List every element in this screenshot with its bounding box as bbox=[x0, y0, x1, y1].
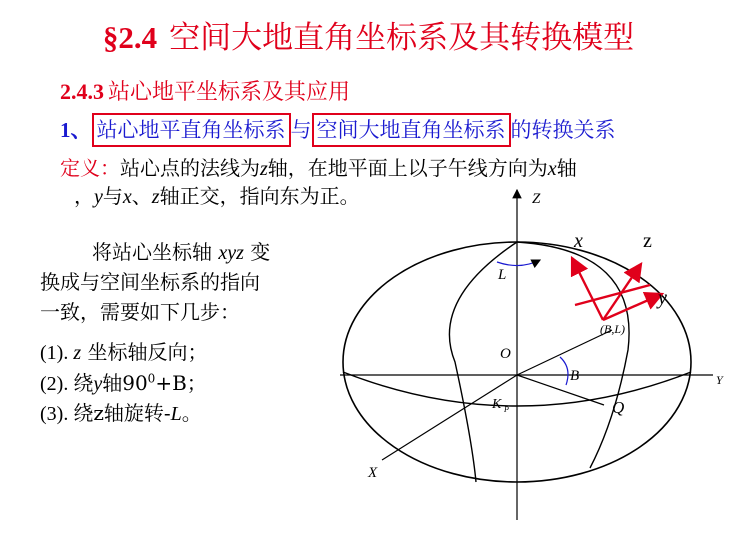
def-text-3: 轴 bbox=[556, 156, 577, 180]
heading-tail: 的转换关系 bbox=[510, 118, 616, 142]
step-2-tail: +B； bbox=[155, 371, 207, 395]
def-text-1: 站心点的法线为 bbox=[120, 156, 260, 180]
para-var-xyz: xyz bbox=[218, 242, 244, 264]
step-2-text: 轴90 bbox=[102, 371, 148, 395]
step-3-pre: 绕z轴旋转- bbox=[73, 401, 171, 425]
def-text-4: 与 bbox=[102, 184, 123, 208]
def-var-x2: x bbox=[122, 186, 132, 208]
step-2-sup: 0 bbox=[147, 371, 156, 386]
normal-line bbox=[517, 330, 612, 375]
meridian-right bbox=[517, 242, 629, 468]
label-P: P bbox=[504, 405, 509, 414]
meridian-left bbox=[449, 242, 517, 482]
def-var-x: x bbox=[547, 158, 557, 180]
angle-b-arc bbox=[560, 357, 568, 385]
label-L: L bbox=[498, 267, 507, 283]
definition-label: 定义： bbox=[60, 156, 120, 180]
angle-l-arc bbox=[497, 260, 540, 266]
paragraph-line-2: 换成与空间坐标系的指向 bbox=[40, 270, 260, 294]
label-y: y bbox=[658, 287, 667, 309]
label-Z: Z bbox=[532, 191, 541, 207]
step-2-var: y bbox=[93, 373, 103, 395]
step-3-text: 。 bbox=[181, 401, 202, 425]
connector-text: 与 bbox=[290, 118, 312, 142]
step-1-text: 坐标轴反向； bbox=[81, 340, 208, 364]
label-BL: (B,L) bbox=[600, 322, 625, 336]
highlight-box-topocentric: 站心地平直角坐标系 bbox=[92, 113, 291, 147]
label-z: z bbox=[643, 230, 652, 252]
label-x: x bbox=[574, 230, 583, 252]
highlight-box-geodetic: 空间大地直角坐标系 bbox=[312, 113, 511, 147]
para-text-2: 变 bbox=[243, 240, 271, 264]
def-comma: ， bbox=[74, 184, 94, 208]
def-text-5: 、 bbox=[131, 184, 152, 208]
def-var-z: z bbox=[260, 158, 268, 180]
local-x-axis bbox=[572, 258, 603, 320]
label-X: X bbox=[368, 465, 378, 481]
radius-q bbox=[517, 375, 604, 405]
def-text-6: 轴正交，指向东为正。 bbox=[159, 184, 360, 208]
label-Q: Q bbox=[612, 398, 625, 417]
step-2-pre: 绕 bbox=[73, 371, 94, 395]
label-Y: Y bbox=[716, 373, 723, 387]
def-text-2: 轴，在地平面上以子午线方向为 bbox=[267, 156, 548, 180]
step-2-num: (2). bbox=[40, 373, 74, 395]
step-3-num: (3). bbox=[40, 403, 74, 425]
label-K: K bbox=[492, 397, 502, 412]
def-var-z2: z bbox=[151, 186, 160, 208]
item-number: 1、 bbox=[60, 118, 92, 142]
subtitle-section: 2.4.3 bbox=[60, 79, 104, 104]
subtitle-text: 站心地平坐标系及其应用 bbox=[108, 80, 351, 105]
para-text-1: 将站心坐标轴 bbox=[92, 240, 219, 264]
step-1-num: (1). bbox=[40, 342, 74, 364]
title-section: §2.4 bbox=[102, 20, 158, 55]
x-axis bbox=[382, 375, 517, 460]
step-3-var: L bbox=[170, 403, 182, 425]
label-O: O bbox=[500, 346, 511, 362]
label-B: B bbox=[570, 368, 580, 384]
paragraph-line-3: 一致，需要如下几步： bbox=[40, 300, 240, 324]
title-text: 空间大地直角坐标系及其转换模型 bbox=[169, 20, 635, 56]
step-1-var: z bbox=[73, 342, 82, 364]
def-var-y: y bbox=[94, 186, 103, 208]
